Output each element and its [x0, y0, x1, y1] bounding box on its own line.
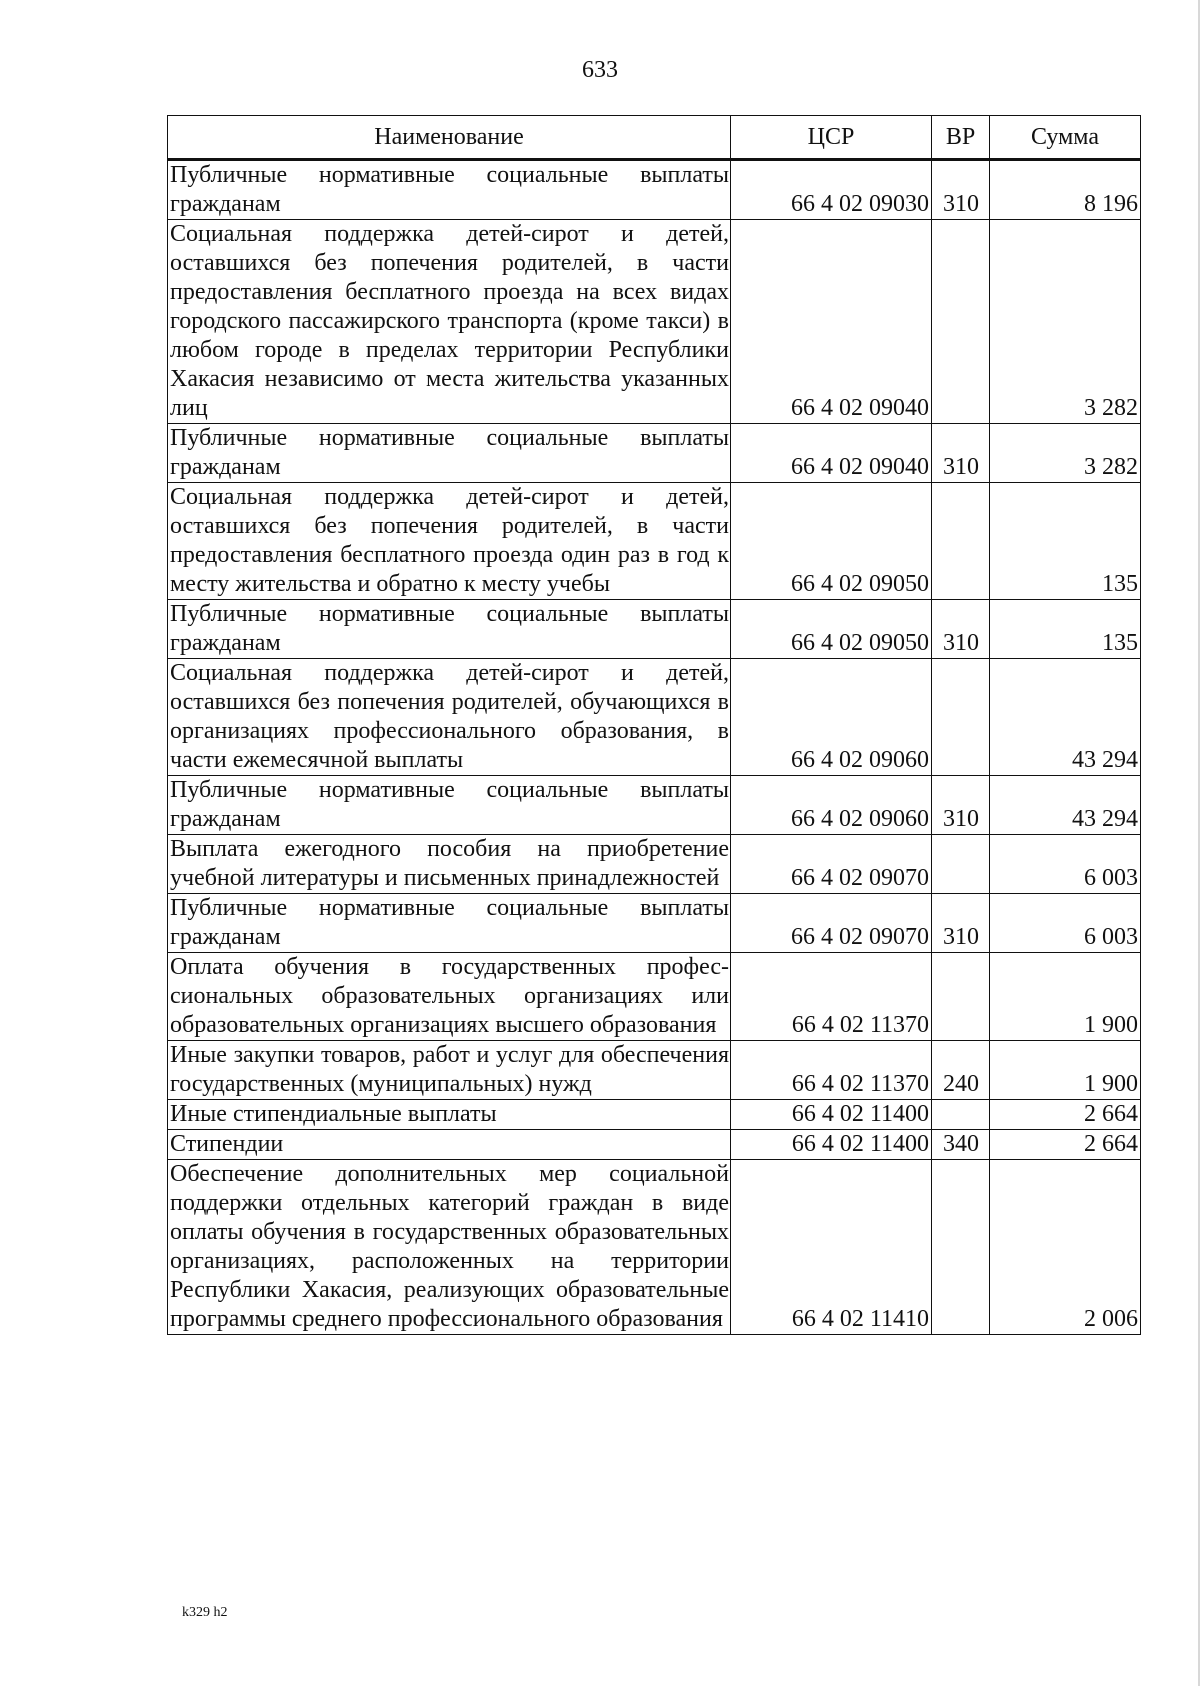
cell-sum: 3 282 — [990, 424, 1141, 483]
cell-csr: 66 4 02 09070 — [731, 835, 932, 894]
cell-sum: 2 664 — [990, 1130, 1141, 1160]
cell-sum: 1 900 — [990, 953, 1141, 1041]
cell-csr: 66 4 02 11370 — [731, 953, 932, 1041]
table-row — [168, 600, 1141, 659]
cell-sum: 8 196 — [990, 160, 1141, 220]
cell-vr: 310 — [932, 776, 990, 835]
cell-name: Стипендии — [168, 1130, 731, 1160]
budget-table — [167, 115, 1141, 1335]
cell-vr — [932, 953, 990, 1041]
header-sum: Сумма — [990, 116, 1141, 160]
cell-name: Иные закупки товаров, работ и услуг для обеспечения государственных (муниципальных) нужд — [168, 1041, 731, 1100]
cell-vr — [932, 1160, 990, 1335]
cell-csr: 66 4 02 09060 — [731, 659, 932, 776]
cell-name: Иные стипендиальные выплаты — [168, 1100, 731, 1130]
cell-vr: 310 — [932, 894, 990, 953]
cell-name: Публичные нормативные социальные выплаты гражданам — [168, 776, 731, 835]
cell-csr: 66 4 02 09040 — [731, 220, 932, 424]
header-name: Наименование — [168, 116, 731, 160]
table-row — [168, 1160, 1141, 1335]
cell-vr — [932, 1100, 990, 1130]
cell-csr: 66 4 02 11400 — [731, 1100, 932, 1130]
cell-vr: 310 — [932, 160, 990, 220]
header-csr: ЦСР — [731, 116, 932, 160]
footer-code: k329 h2 — [182, 1605, 228, 1620]
table-row — [168, 424, 1141, 483]
cell-csr: 66 4 02 09040 — [731, 424, 932, 483]
table-row — [168, 953, 1141, 1041]
table-header — [168, 116, 1141, 160]
table-row — [168, 483, 1141, 600]
cell-csr: 66 4 02 09060 — [731, 776, 932, 835]
cell-name: Оплата обучения в государственных профессиональных образовательных организациях или образовательных организациях высшего образования — [168, 953, 731, 1041]
cell-csr: 66 4 02 09070 — [731, 894, 932, 953]
cell-csr: 66 4 02 11370 — [731, 1041, 932, 1100]
cell-sum: 6 003 — [990, 835, 1141, 894]
table-row — [168, 776, 1141, 835]
cell-sum: 135 — [990, 600, 1141, 659]
cell-vr: 340 — [932, 1130, 990, 1160]
cell-vr: 310 — [932, 424, 990, 483]
table-row — [168, 894, 1141, 953]
cell-name: Обеспечение дополнительных мер социальной поддержки отдельных категорий граждан в виде оплаты обучения в государственных образовательных организациях, расположенных на территории Республики Хакасия, реализующих образовательные программы среднего профессионального образования — [168, 1160, 731, 1335]
cell-csr: 66 4 02 11400 — [731, 1130, 932, 1160]
table-row — [168, 220, 1141, 424]
cell-vr — [932, 659, 990, 776]
cell-vr — [932, 835, 990, 894]
page-number: 633 — [582, 57, 618, 83]
cell-name: Социальная поддержка детей-сирот и детей, оставшихся без попечения родителей, обучающихся в организациях профессионального образования, в части ежемесячной выплаты — [168, 659, 731, 776]
table-row — [168, 1100, 1141, 1130]
cell-sum: 3 282 — [990, 220, 1141, 424]
cell-csr: 66 4 02 09050 — [731, 483, 932, 600]
cell-sum: 135 — [990, 483, 1141, 600]
cell-vr — [932, 483, 990, 600]
table-row — [168, 160, 1141, 220]
cell-sum: 1 900 — [990, 1041, 1141, 1100]
table-row — [168, 1041, 1141, 1100]
table-body — [168, 160, 1141, 1335]
cell-name: Публичные нормативные социальные выплаты гражданам — [168, 424, 731, 483]
cell-name: Социальная поддержка детей-сирот и детей, оставшихся без попечения родителей, в части предоставления бесплатного проезда один раз в год к месту жительства и обратно к месту учебы — [168, 483, 731, 600]
cell-csr: 66 4 02 09030 — [731, 160, 932, 220]
cell-sum: 43 294 — [990, 776, 1141, 835]
cell-name: Социальная поддержка детей-сирот и детей, оставшихся без попечения родителей, в части предоставления бесплатного проезда на всех видах городского пассажирского транспорта (кроме такси) в любом городе в пределах территории Республики Хакасия независимо от места жительства указанных лиц — [168, 220, 731, 424]
cell-sum: 43 294 — [990, 659, 1141, 776]
cell-name: Публичные нормативные социальные выплаты гражданам — [168, 160, 731, 220]
cell-sum: 2 006 — [990, 1160, 1141, 1335]
cell-name: Выплата ежегодного пособия на приобретение учебной литературы и письменных принадлежностей — [168, 835, 731, 894]
cell-vr: 240 — [932, 1041, 990, 1100]
header-row — [168, 116, 1141, 160]
table-row — [168, 659, 1141, 776]
cell-vr — [932, 220, 990, 424]
cell-sum: 2 664 — [990, 1100, 1141, 1130]
header-vr: ВР — [932, 116, 990, 160]
cell-name: Публичные нормативные социальные выплаты гражданам — [168, 894, 731, 953]
cell-name: Публичные нормативные социальные выплаты гражданам — [168, 600, 731, 659]
cell-vr: 310 — [932, 600, 990, 659]
table-row — [168, 1130, 1141, 1160]
cell-sum: 6 003 — [990, 894, 1141, 953]
cell-csr: 66 4 02 09050 — [731, 600, 932, 659]
cell-csr: 66 4 02 11410 — [731, 1160, 932, 1335]
table-row — [168, 835, 1141, 894]
